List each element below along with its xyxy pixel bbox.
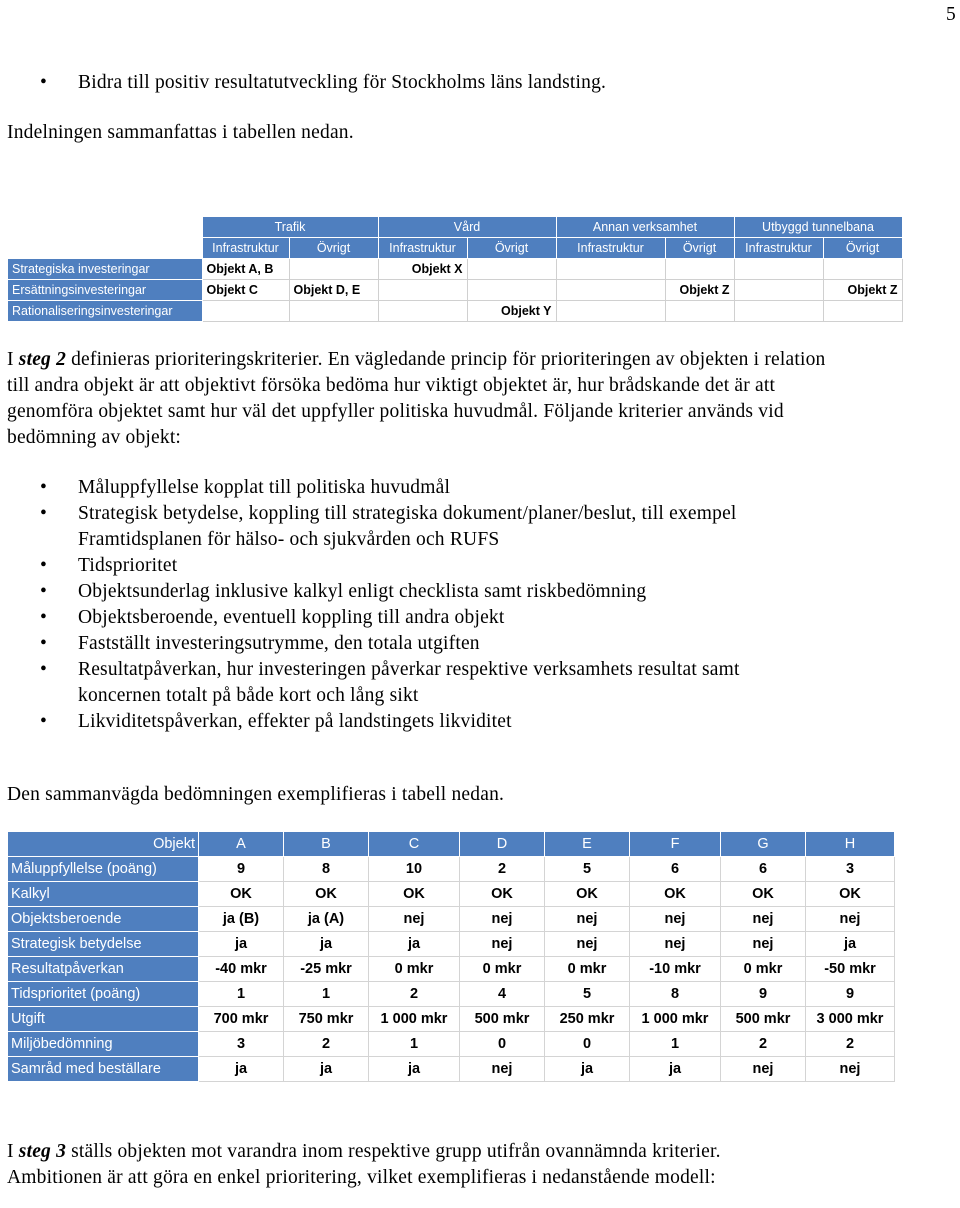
table-cell [378,280,467,301]
table-cell: 0 mkr [460,957,545,982]
table-cell: ja [630,1057,721,1082]
table-cell: nej [806,1057,895,1082]
bullet-icon: • [40,581,48,602]
subheader: Infrastruktur [202,238,289,259]
group-header: Vård [378,217,556,238]
table-row [8,932,895,957]
table-cell [289,301,378,322]
table-cell: 6 [630,857,721,882]
table-cell [734,301,823,322]
table-row [8,1057,895,1082]
table-cell: 6 [721,857,806,882]
summary-sentence: Den sammanvägda bedömningen exemplifieras i tabell nedan. [7,784,505,805]
page-number: 5 [946,4,956,25]
list-item: • Objektsunderlag inklusive kalkyl enligt checklista samt riskbedömning [0,579,810,605]
table-cell: 1 [284,982,369,1007]
header-label: Objekt [8,832,199,857]
table-cell: ja [369,932,460,957]
row-label: Kalkyl [8,882,199,907]
column-header: A [199,832,284,857]
table-cell: nej [460,907,545,932]
list-item: • Strategisk betydelse, koppling till strategiska dokument/planer/beslut, till exempel Framtidsplanen för hälso- och sjukvården och RUFS [40,503,737,550]
table-cell: -50 mkr [806,957,895,982]
table-cell: 3 [199,1032,284,1057]
table-row [8,259,903,280]
table-row [8,957,895,982]
table-cell: -40 mkr [199,957,284,982]
table-cell: OK [545,882,630,907]
table-cell: ja [806,932,895,957]
table-cell: nej [630,932,721,957]
row-label: Tidsprioritet (poäng) [8,982,199,1007]
table-cell: Objekt C [202,280,289,301]
table-cell: nej [460,932,545,957]
table-cell: nej [806,907,895,932]
table-cell: 250 mkr [545,1007,630,1032]
column-header: B [284,832,369,857]
table-cell: Objekt Z [823,280,902,301]
table-cell: 0 [460,1032,545,1057]
table-cell: 2 [369,982,460,1007]
table-cell: OK [806,882,895,907]
bullet-icon: • [40,711,48,732]
list-item: • Likviditetspåverkan, effekter på landstingets likviditet [0,709,810,735]
group-header: Trafik [202,217,378,238]
table-cell: Objekt Y [467,301,556,322]
group-header: Annan verksamhet [556,217,734,238]
list-item: • Tidsprioritet [0,553,810,579]
table-cell: 9 [721,982,806,1007]
table-cell [467,280,556,301]
table-cell: OK [369,882,460,907]
table-cell: ja (A) [284,907,369,932]
table-cell [289,259,378,280]
table-cell: OK [721,882,806,907]
header-row [8,832,895,857]
table-cell: 8 [284,857,369,882]
grouping-table [7,216,903,322]
table-cell: 1 000 mkr [630,1007,721,1032]
table-cell: nej [630,907,721,932]
row-label: Måluppfyllelse (poäng) [8,857,199,882]
table-cell [823,301,902,322]
intro-sentence: Indelningen sammanfattas i tabellen nedan. [7,122,354,143]
subheader: Övrigt [467,238,556,259]
table-cell: 5 [545,857,630,882]
row-label: Strategisk betydelse [8,932,199,957]
table-cell: OK [630,882,721,907]
table-cell [556,301,665,322]
table-cell: Objekt A, B [202,259,289,280]
table-cell [734,259,823,280]
table-cell: 3 000 mkr [806,1007,895,1032]
row-label: Rationaliseringsinvesteringar [8,301,203,322]
table-cell: ja (B) [199,907,284,932]
table-cell: 9 [199,857,284,882]
table-row [8,882,895,907]
subheader: Övrigt [823,238,902,259]
table-row [8,857,895,882]
subheader: Infrastruktur [734,238,823,259]
table-cell: OK [199,882,284,907]
subheader: Övrigt [289,238,378,259]
table-cell [665,259,734,280]
table-row [8,301,903,322]
subheader: Infrastruktur [556,238,665,259]
table-cell: ja [199,1057,284,1082]
assessment-table [7,831,895,1082]
table-cell: 1 [369,1032,460,1057]
bullet-icon: • [40,72,48,93]
table-cell: nej [721,932,806,957]
table-cell: 10 [369,857,460,882]
table-cell: Objekt Z [665,280,734,301]
column-header: F [630,832,721,857]
list-item: • Bidra till positiv resultatutveckling för Stockholms läns landsting. [0,70,940,96]
table-cell: 0 mkr [545,957,630,982]
group-header-row [8,217,903,238]
table-row [8,907,895,932]
table-cell [734,280,823,301]
table-cell: 4 [460,982,545,1007]
table-cell: ja [369,1057,460,1082]
table-row [8,1032,895,1057]
subheader-row [8,238,903,259]
table-cell: 3 [806,857,895,882]
intro-bullet-list [0,70,940,96]
table-cell [556,280,665,301]
table-cell: 0 [545,1032,630,1057]
table-cell: nej [545,932,630,957]
row-label: Resultatpåverkan [8,957,199,982]
table-cell: 500 mkr [721,1007,806,1032]
row-label: Samråd med beställare [8,1057,199,1082]
table-cell [467,259,556,280]
table-row [8,1007,895,1032]
table-cell: ja [284,932,369,957]
step2-paragraph: I steg 2 definieras prioriteringskriterier. En vägledande princip för prioriteringen av objekten i relation till andra objekt är att objektivt försöka bedöma hur viktigt objektet är, hur brådskande det är att genomföra objektet samt hur väl det uppfyller politiska huvudmål. Följande kriterier används vid bedömning av objekt: [7,349,826,448]
bullet-icon: • [40,477,48,498]
list-item: • Fastställt investeringsutrymme, den totala utgiften [0,631,810,657]
table-cell: 2 [721,1032,806,1057]
table-cell: 1 [199,982,284,1007]
column-header: H [806,832,895,857]
table-cell: ja [545,1057,630,1082]
table-cell: nej [369,907,460,932]
table-cell: Objekt D, E [289,280,378,301]
bullet-icon: • [40,659,48,680]
table-cell: 8 [630,982,721,1007]
bullet-icon: • [40,503,48,524]
row-label: Strategiska investeringar [8,259,203,280]
group-header: Utbyggd tunnelbana [734,217,902,238]
subheader: Infrastruktur [378,238,467,259]
table-cell [823,259,902,280]
subheader: Övrigt [665,238,734,259]
table-cell: 2 [806,1032,895,1057]
column-header: G [721,832,806,857]
column-header: C [369,832,460,857]
bullet-icon: • [40,607,48,628]
table-cell: ja [284,1057,369,1082]
table-cell: -10 mkr [630,957,721,982]
table-cell [202,301,289,322]
list-item: • Måluppfyllelse kopplat till politiska huvudmål [0,475,810,501]
table-cell: nej [721,1057,806,1082]
table-cell: 9 [806,982,895,1007]
table-cell: 2 [284,1032,369,1057]
table-cell: 2 [460,857,545,882]
column-header: E [545,832,630,857]
row-label: Objektsberoende [8,907,199,932]
table-cell: 750 mkr [284,1007,369,1032]
table-cell: nej [545,907,630,932]
table-cell: -25 mkr [284,957,369,982]
table-cell: 0 mkr [721,957,806,982]
table-cell: nej [721,907,806,932]
table-cell: 500 mkr [460,1007,545,1032]
row-label: Miljöbedömning [8,1032,199,1057]
bullet-icon: • [40,633,48,654]
table-cell: 5 [545,982,630,1007]
step3-paragraph: I steg 3 ställs objekten mot varandra inom respektive grupp utifrån ovannämnda kriterier. Ambitionen är att göra en enkel prioritering, vilket exemplifieras i nedanstående modell: [7,1141,721,1188]
table-cell: OK [284,882,369,907]
table-row [8,280,903,301]
list-item: • Resultatpåverkan, hur investeringen påverkar respektive verksamhets resultat samt koncernen totalt på både kort och lång sikt [40,659,740,706]
table-cell: ja [199,932,284,957]
table-cell: 1 000 mkr [369,1007,460,1032]
table-cell: nej [460,1057,545,1082]
row-label: Utgift [8,1007,199,1032]
table-cell [556,259,665,280]
table-cell: Objekt X [378,259,467,280]
table-cell: 700 mkr [199,1007,284,1032]
bullet-icon: • [40,555,48,576]
table-row [8,982,895,1007]
list-item: • Objektsberoende, eventuell koppling till andra objekt [0,605,810,631]
table-cell: 1 [630,1032,721,1057]
table-cell [378,301,467,322]
table-cell: OK [460,882,545,907]
row-label: Ersättningsinvesteringar [8,280,203,301]
table-cell: 0 mkr [369,957,460,982]
column-header: D [460,832,545,857]
criteria-list [0,475,810,735]
table-cell [665,301,734,322]
